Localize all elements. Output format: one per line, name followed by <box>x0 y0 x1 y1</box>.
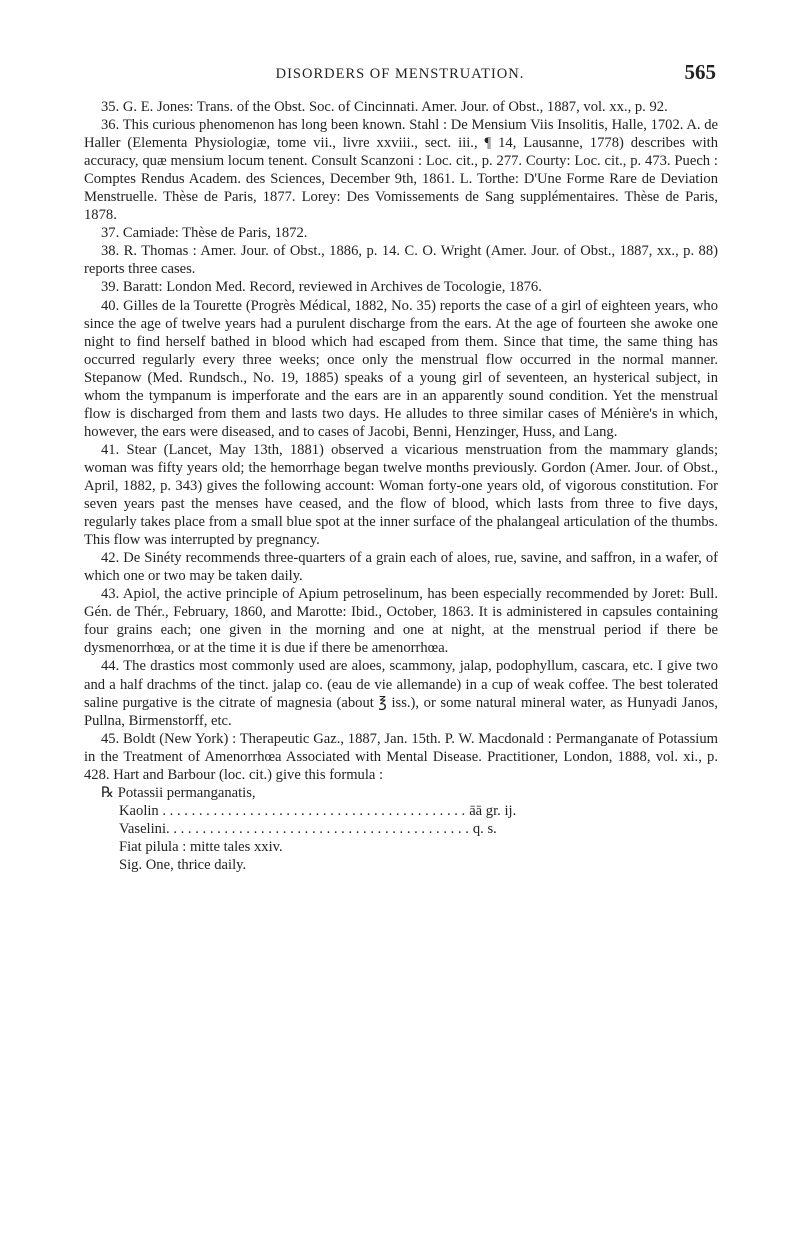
note-38: 38. R. Thomas : Amer. Jour. of Obst., 1886, p. 14. C. O. Wright (Amer. Jour. of Obst., 1887, xx., p. 88) reports three cases. <box>84 243 718 278</box>
note-40: 40. Gilles de la Tourette (Progrès Médical, 1882, No. 35) reports the case of a girl of eighteen years, who since the age of twelve years had a purulent discharge from the ears. At the age of fourteen she awoke one night to find herself bathed in blood which had escaped from them. Since that time, the same thing has occurred regularly every three weeks; once only the menstrual flow occurred in the normal manner. Stepanow (Med. Rundsch., No. 19, 1885) speaks of a young girl of seventeen, an hysterical subject, in whom the tympanum is imperforate and the ears are in an apparently sound condition. Yet the menstrual flow is discharged from them and lasts two days. He alludes to three similar cases of Ménière's in which, however, the ears were diseased, and to cases of Jacobi, Benni, Henzinger, Huss, and Lang. <box>84 297 718 440</box>
formula-line-3 <box>101 820 497 838</box>
running-head: DISORDERS OF MENSTRUATION. <box>275 66 525 82</box>
formula-line-2 <box>101 802 517 820</box>
ingredient-2-amount: āā gr. ij. <box>469 802 517 819</box>
prescription-formula <box>101 783 517 874</box>
direction-1: Fiat pilula : mitte tales xxiv. <box>119 838 283 855</box>
note-39: 39. Baratt: London Med. Record, reviewed in Archives de Tocologie, 1876. <box>101 279 542 296</box>
leader-dots: . . . . . . . . . . . . . . . . . . . . . . . . . . . . . . . . . . . . . . . . . . <box>158 802 466 819</box>
note-42: 42. De Sinéty recommends three-quarters of a grain each of aloes, rue, savine, and saffron, in a wafer, of which one or two may be taken daily. <box>84 550 718 585</box>
note-35: 35. G. E. Jones: Trans. of the Obst. Soc. of Cincinnati. Amer. Jour. of Obst., 1887, vol. xx., p. 92. <box>101 99 668 115</box>
note-37: 37. Camiade: Thèse de Paris, 1872. <box>101 225 308 242</box>
note-43: 43. Apiol, the active principle of Apium petroselinum, has been especially recommended by Joret: Bull. Gén. de Thér., February, 1860, and Marotte: Ibid., October, 1863. It is administered in capsules containing four grains each; one given in the morning and one at night, at the menstrual period if there be dysmenorrhœa, or at the time it is due if there be amenorrhœa. <box>84 586 718 657</box>
rx-symbol: ℞ <box>101 783 115 801</box>
notes-body <box>84 98 718 874</box>
note-45: 45. Boldt (New York) : Therapeutic Gaz., 1887, Jan. 15th. P. W. Macdonald : Permanganate of Potassium in the Treatment of Amenorrhœa Associated with Mental Disease. Practitioner, London, 1888, vol. xi., p. 428. Hart and Barbour (loc. cit.) give this formula : <box>84 730 718 783</box>
note-36: 36. This curious phenomenon has long been known. Stahl : De Mensium Viis Insolitis, Halle, 1702. A. de Haller (Elementa Physiologiæ, tome vii., livre xxviii., sect. iii., ¶ 14, Lausanne, 1778) describes with accuracy, quæ mensium locum tenent. Consult Scanzoni : Loc. cit., p. 277. Courty: Loc. cit., p. 473. Puech : Comptes Rendus Academ. des Sciences, December 9th, 1861. L. Torthe: D'Une Forme Rare de Deviation Menstruelle. Thèse de Paris, 1877. Lorey: Des Vomissements de Sang supplémentaires. Thèse de Paris, 1878. <box>84 117 718 224</box>
note-44: 44. The drastics most commonly used are aloes, scammony, jalap, podophyllum, cascara, etc. I give two and a half drachms of the tinct. jalap co. (eau de vie allemande) in a cup of weak coffee. The best tolerated saline purgative is the citrate of magnesia (about ℥ iss.), or some natural mineral water, as Hunyadi Janos, Pullna, Birmenstorff, etc. <box>84 658 718 729</box>
page-header <box>84 60 716 84</box>
page-number: 565 <box>684 60 716 84</box>
formula-line-4 <box>101 838 386 856</box>
leader-dots: . . . . . . . . . . . . . . . . . . . . . . . . . . . . . . . . . . . . . . . . . . <box>166 820 469 837</box>
ingredient-1: Potassii permanganatis, <box>117 784 256 801</box>
direction-2: Sig. One, thrice daily. <box>119 856 247 873</box>
formula-line-5 <box>101 856 386 874</box>
note-41: 41. Stear (Lancet, May 13th, 1881) observed a vicarious menstruation from the mammary glands; woman was fifty years old; the hemorrhage began twelve months previously. Gordon (Amer. Jour. of Obst., April, 1882, p. 343) gives the following account: Woman forty-one years old, of vigorous constitution. For seven years past the menses have ceased, and the flow of blood, which lasts from three to five days, regularly takes place from a small blue spot at the inner surface of the phalangeal articulation of the thumbs. This flow was interrupted by pregnancy. <box>84 441 718 549</box>
formula-line-1 <box>101 784 386 802</box>
ingredient-3: Vaselini <box>119 820 167 837</box>
ingredient-2: Kaolin <box>119 802 159 819</box>
ingredient-3-amount: q. s. <box>472 820 497 837</box>
